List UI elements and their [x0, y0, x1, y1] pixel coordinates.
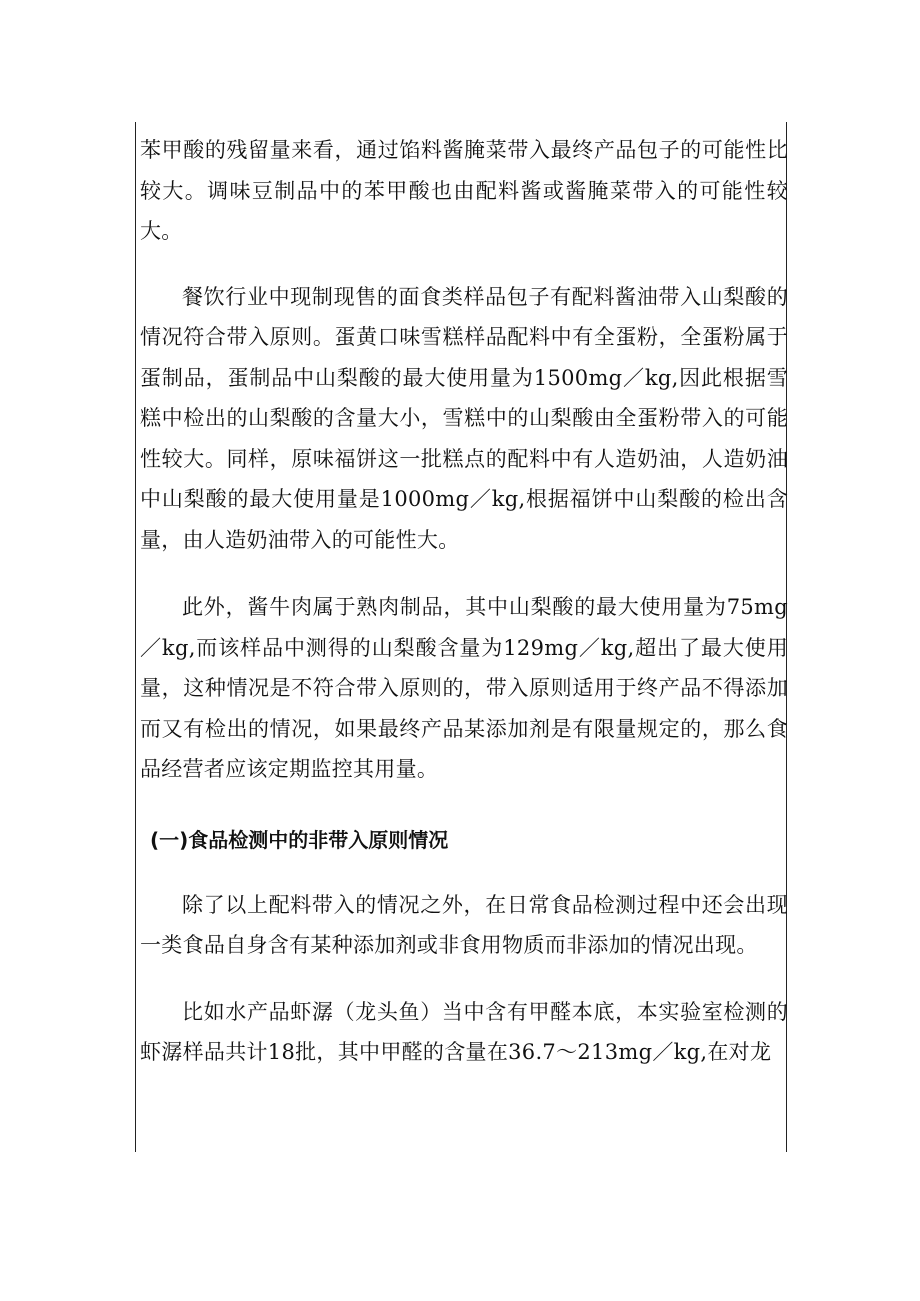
paragraph-natural-content: 除了以上配料带入的情况之外，在日常食品检测过程中还会出现一类食品自身含有某种添加剂或非食用物质而非添加的情况出现。 — [140, 892, 788, 957]
paragraph-sorbic-acid-carryover: 餐饮行业中现制现售的面食类样品包子有配料酱油带入山梨酸的情况符合带入原则。蛋黄口味雪糕样品配料中有全蛋粉，全蛋粉属于蛋制品，蛋制品中山梨酸的最大使用量为1500mg／kg,因此根据雪糕中检出的山梨酸的含量大小，雪糕中的山梨酸由全蛋粉带入的可能性较大。同样，原味福饼这一批糕点的配料中有人造奶油，人造奶油中山梨酸的最大使用量是1000mg／kg,根据福饼中山梨酸的检出含量，由人造奶油带入的可能性大。 — [140, 284, 788, 552]
section-heading: (一)食品检测中的非带入原则情况 — [150, 827, 449, 852]
paragraph-benzoic-acid-residue: 苯甲酸的残留量来看，通过馅料酱腌菜带入最终产品包子的可能性比较大。调味豆制品中的苯甲酸也由配料酱或酱腌菜带入的可能性较大。 — [140, 138, 788, 243]
paragraph-formaldehyde-example: 比如水产品虾潺（龙头鱼）当中含有甲醛本底，本实验室检测的虾潺样品共计18批，其中甲醛的含量在36.7～213mg／kg,在对龙 — [140, 999, 788, 1064]
document-body — [140, 130, 788, 1073]
paragraph-beef-exceeds-limit: 此外，酱牛肉属于熟肉制品，其中山梨酸的最大使用量为75mg／kg,而该样品中测得的山梨酸含量为129mg／kg,超出了最大使用量，这种情况是不符合带入原则的，带入原则适用于终产品不得添加而又有检出的情况，如果最终产品某添加剂是有限量规定的，那么食品经营者应该定期监控其用量。 — [140, 595, 788, 781]
